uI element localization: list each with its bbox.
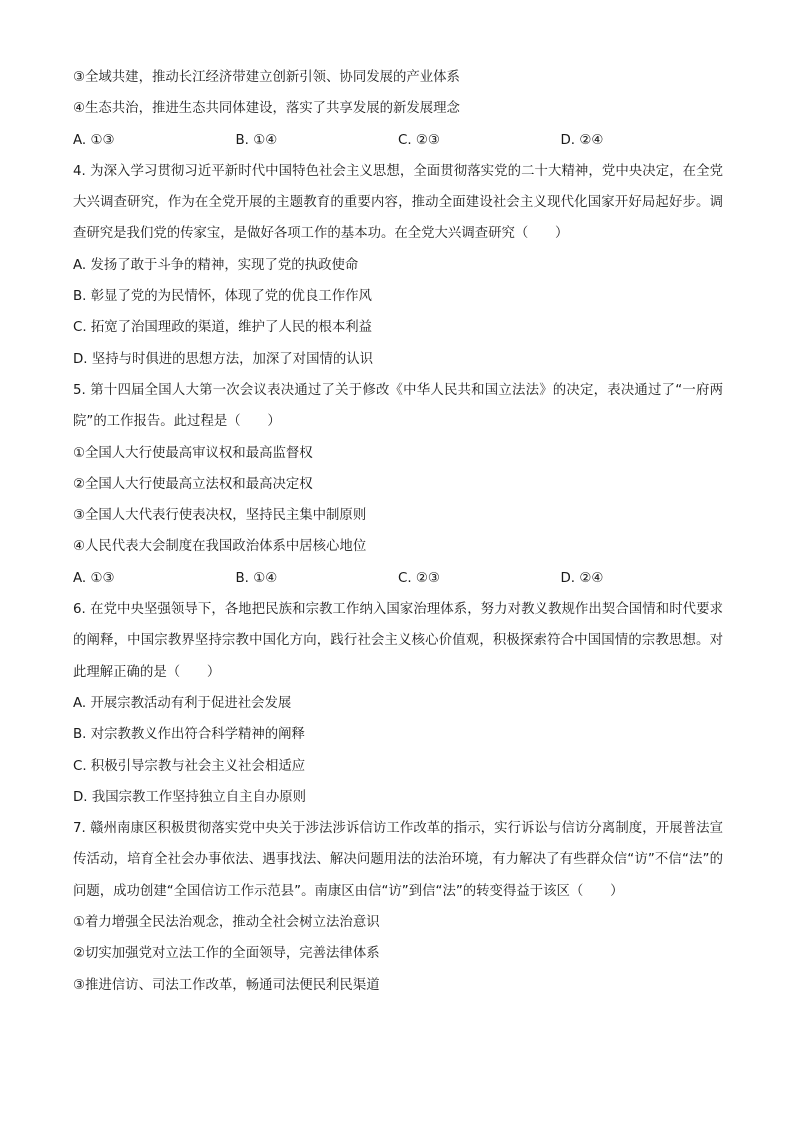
q3-option-a: A. ①③ (73, 132, 115, 148)
q7-statement-3: ③推进信访、司法工作改革，畅通司法便民利民渠道 (73, 977, 380, 993)
q5-stem: 5. 第十四届全国人大第一次会议表决通过了关于修改《中华人民共和国立法法》的决定，表决通过了“一府两院”的工作报告。此过程是（ ） (73, 382, 723, 430)
q5-options (73, 563, 723, 594)
exam-page (73, 62, 723, 1001)
q5-option-a: A. ①③ (73, 570, 115, 586)
q6-option-a: A. 开展宗教活动有利于促进社会发展 (73, 695, 292, 711)
q4-option-d: D. 坚持与时俱进的思想方法，加深了对国情的认识 (73, 351, 374, 367)
q3-option-c: C. ②③ (398, 132, 440, 148)
q5-option-d: D. ②④ (560, 570, 604, 586)
q6-stem: 6. 在党中央坚强领导下，各地把民族和宗教工作纳入国家治理体系，努力对教义教规作出契合国情和时代要求的阐释，中国宗教界坚持宗教中国化方向，践行社会主义核心价值观，积极探索符合中国国情的宗教思想。对此理解正确的是（ ） (73, 602, 723, 680)
q6-option-c: C. 积极引导宗教与社会主义社会相适应 (73, 758, 306, 774)
q7-statement-1: ①着力增强全民法治观念，推动全社会树立法治意识 (73, 915, 380, 931)
q6-option-d: D. 我国宗教工作坚持独立自主自办原则 (73, 789, 307, 805)
q5-option-c: C. ②③ (398, 570, 440, 586)
q7-statement-2: ②切实加强党对立法工作的全面领导，完善法律体系 (73, 946, 380, 962)
q3-statement-3: ③全域共建，推动长江经济带建立创新引领、协同发展的产业体系 (73, 70, 460, 85)
q4-stem: 4. 为深入学习贯彻习近平新时代中国特色社会主义思想，全面贯彻落实党的二十大精神，党中央决定，在全党大兴调查研究，作为在全党开展的主题教育的重要内容，推动全面建设社会主义现代化国家开好局起好步。调查研究是我们党的传家宝，是做好各项工作的基本功。在全党大兴调查研究（ ） (73, 163, 723, 242)
q3-option-b: B. ①④ (235, 132, 278, 148)
q4-option-a: A. 发扬了敢于斗争的精神，实现了党的执政使命 (73, 257, 359, 273)
q4-option-c: C. 拓宽了治国理政的渠道，维护了人民的根本利益 (73, 320, 373, 336)
q4-option-b: B. 彰显了党的为民情怀，体现了党的优良工作作风 (73, 289, 372, 305)
q3-option-d: D. ②④ (560, 132, 604, 148)
q5-statement-4: ④人民代表大会制度在我国政治体系中居核心地位 (73, 539, 367, 555)
q3-statement-4: ④生态共治，推进生态共同体建设，落实了共享发展的新发展理念 (73, 101, 460, 117)
q3-options (73, 125, 723, 156)
q5-statement-3: ③全国人大代表行使表决权，坚持民主集中制原则 (73, 508, 367, 524)
q5-statement-2: ②全国人大行使最高立法权和最高决定权 (73, 476, 313, 492)
q7-stem: 7. 赣州南康区积极贯彻落实党中央关于涉法涉诉信访工作改革的指示，实行诉讼与信访分离制度，开展普法宣传活动，培育全社会办事依法、遇事找法、解决问题用法的法治环境，有力解决了有些群众信“访”不信“法”的问题，成功创建“全国信访工作示范县”。南康区由信“访”到信“法”的转变得益于该区（ ） (73, 821, 723, 899)
q5-statement-1: ①全国人大行使最高审议权和最高监督权 (73, 445, 313, 461)
q5-option-b: B. ①④ (235, 570, 278, 586)
q6-option-b: B. 对宗教教义作出符合科学精神的阐释 (73, 727, 305, 743)
